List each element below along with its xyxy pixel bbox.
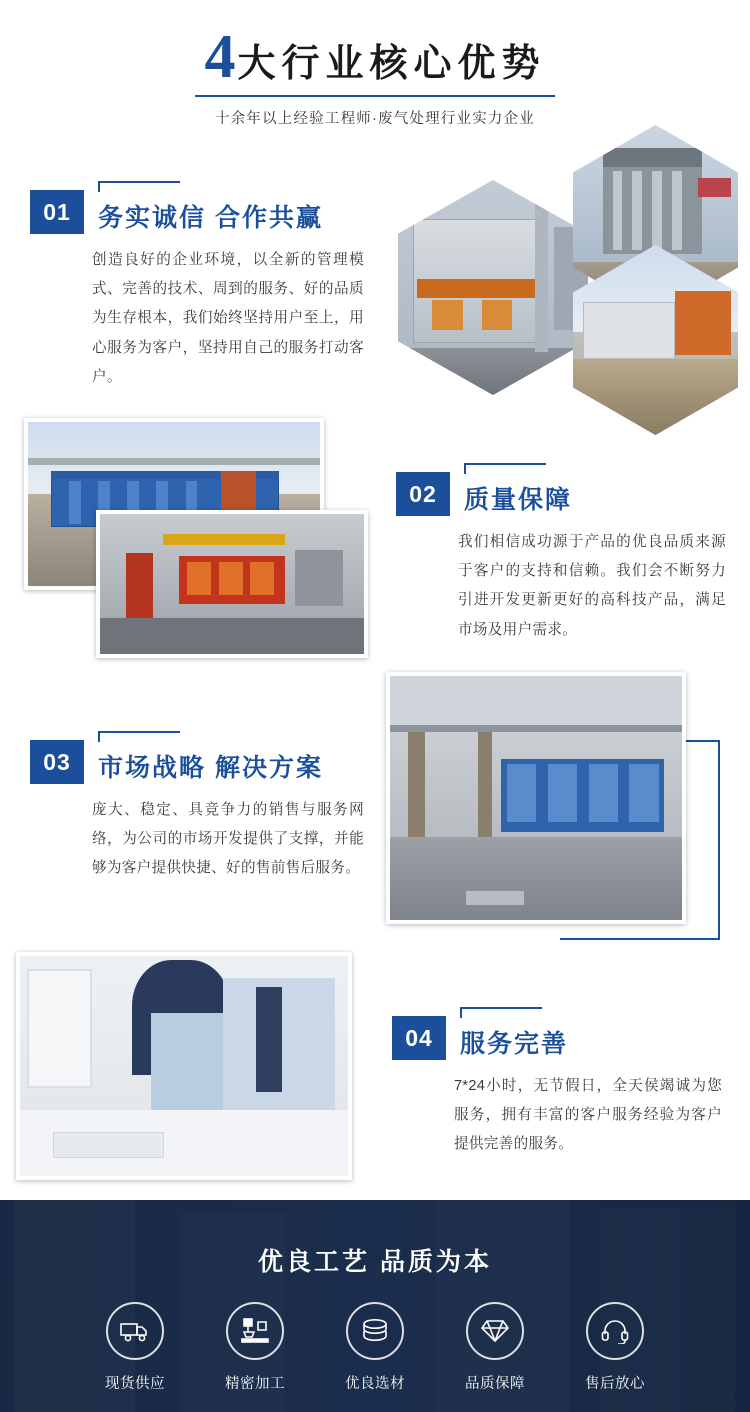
feature-section-04 bbox=[392, 1016, 728, 1160]
footer-label-4: 售后放心 bbox=[585, 1376, 645, 1392]
footer-item-0 bbox=[91, 1302, 179, 1393]
photo-inner bbox=[390, 676, 682, 920]
header-title-text: 大行业核心优势 bbox=[237, 43, 546, 85]
feature-04-headline: 服务完善 bbox=[460, 1016, 568, 1060]
photo-inner bbox=[398, 180, 588, 395]
photo-customer-service bbox=[16, 952, 352, 1180]
footer-item-4 bbox=[571, 1302, 659, 1393]
feature-02-body: 我们相信成功源于产品的优良品质来源于客户的支持和信赖。我们会不断努力引进开发更新更好的高科技产品，满足市场及用户需求。 bbox=[458, 534, 726, 638]
footer-label-1: 精密加工 bbox=[225, 1376, 285, 1392]
feature-03-head bbox=[30, 740, 370, 784]
feature-01-headline: 务实诚信 合作共赢 bbox=[98, 190, 323, 234]
photo-workshop bbox=[386, 672, 686, 924]
truck-icon bbox=[106, 1302, 164, 1360]
photo-inner bbox=[100, 514, 364, 654]
feature-section-01 bbox=[30, 190, 364, 392]
feature-02-headline: 质量保障 bbox=[464, 472, 572, 516]
headset-icon bbox=[586, 1302, 644, 1360]
page-title bbox=[0, 23, 750, 91]
footer-item-2 bbox=[331, 1302, 419, 1393]
feature-02-head bbox=[396, 472, 726, 516]
footer-title: 优良工艺 品质为本 bbox=[258, 1248, 492, 1276]
header-divider bbox=[195, 95, 555, 97]
header-number: 4 bbox=[204, 23, 236, 91]
diamond-icon bbox=[466, 1302, 524, 1360]
header-subtitle: 十余年以上经验工程师·废气处理行业实力企业 bbox=[214, 110, 536, 127]
feature-section-03 bbox=[30, 740, 370, 884]
feature-03-headline: 市场战略 解决方案 bbox=[98, 740, 323, 784]
footer-item-1 bbox=[211, 1302, 299, 1393]
feature-section-02 bbox=[396, 472, 726, 645]
feature-04-number: 04 bbox=[392, 1016, 446, 1060]
feature-01-head bbox=[30, 190, 360, 234]
footer-label-2: 优良选材 bbox=[345, 1376, 405, 1392]
feature-03-number: 03 bbox=[30, 740, 84, 784]
feature-01-number: 01 bbox=[30, 190, 84, 234]
page-header bbox=[0, 0, 750, 128]
footer-item-3 bbox=[451, 1302, 539, 1393]
photo-equipment-hex-left bbox=[398, 180, 588, 395]
photo-furnace bbox=[96, 510, 368, 658]
feature-02-number: 02 bbox=[396, 472, 450, 516]
feature-03-body: 庞大、稳定、具竞争力的销售与服务网络，为公司的市场开发提供了支撑，并能够为客户提供快捷、好的售前售后服务。 bbox=[92, 802, 364, 877]
feature-04-body: 7*24小时，无节假日，全天侯竭诚为您服务，拥有丰富的客户服务经验为客户提供完善的服务。 bbox=[454, 1078, 722, 1153]
photo-inner bbox=[20, 956, 348, 1176]
hex-photo-cluster bbox=[398, 125, 738, 395]
footer-banner bbox=[0, 1200, 750, 1412]
layers-icon bbox=[346, 1302, 404, 1360]
footer-label-0: 现货供应 bbox=[105, 1376, 165, 1392]
footer-label-3: 品质保障 bbox=[465, 1376, 525, 1392]
feature-04-head bbox=[392, 1016, 728, 1060]
machine-icon bbox=[226, 1302, 284, 1360]
feature-01-body: 创造良好的企业环境，以全新的管理模式、完善的技术、周到的服务、好的品质为生存根本，我们始终坚持用户至上，用心服务为客户，坚持用自己的服务打动客户。 bbox=[92, 252, 364, 385]
footer-icon-row bbox=[0, 1302, 750, 1393]
